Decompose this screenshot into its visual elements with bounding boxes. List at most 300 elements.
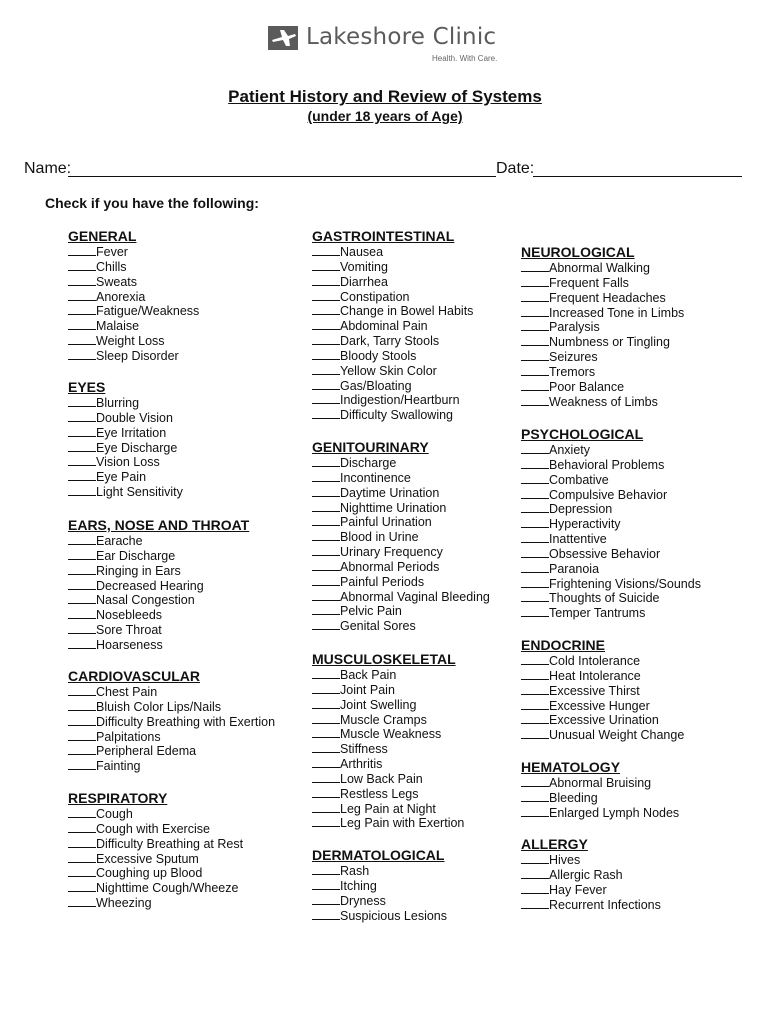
item-label: Arthritis bbox=[340, 757, 383, 772]
check-blank[interactable] bbox=[521, 684, 549, 695]
checklist-item bbox=[521, 306, 684, 321]
check-blank[interactable] bbox=[521, 654, 549, 665]
item-label: Temper Tantrums bbox=[549, 606, 646, 621]
check-blank[interactable] bbox=[312, 742, 340, 753]
item-label: Coughing up Blood bbox=[96, 866, 203, 881]
check-blank[interactable] bbox=[521, 591, 549, 602]
item-label: Leg Pain with Exertion bbox=[340, 816, 465, 831]
check-blank[interactable] bbox=[68, 549, 96, 560]
checklist-item bbox=[312, 757, 464, 772]
item-label: Unusual Weight Change bbox=[549, 728, 685, 743]
item-label: Malaise bbox=[96, 319, 140, 334]
checklist-item bbox=[521, 684, 684, 699]
item-label: Bloody Stools bbox=[340, 348, 417, 363]
section-gastrointestinal bbox=[312, 227, 473, 423]
checklist-item bbox=[521, 591, 701, 606]
check-blank[interactable] bbox=[521, 473, 549, 484]
check-blank[interactable] bbox=[312, 683, 340, 694]
checklist-item bbox=[521, 713, 684, 728]
checklist-item bbox=[68, 411, 183, 426]
checklist-item bbox=[68, 715, 275, 730]
check-blank[interactable] bbox=[68, 896, 96, 907]
checklist-item bbox=[521, 532, 701, 547]
item-label: Indigestion/Heartburn bbox=[340, 393, 460, 408]
check-blank[interactable] bbox=[521, 320, 549, 331]
item-label: Double Vision bbox=[96, 410, 173, 425]
checklist-item bbox=[68, 260, 199, 275]
check-blank[interactable] bbox=[68, 730, 96, 741]
item-label: Abnormal Walking bbox=[549, 261, 650, 275]
item-label: Bluish Color Lips/Nails bbox=[96, 699, 222, 714]
clinic-logo-icon bbox=[268, 26, 298, 50]
check-blank[interactable] bbox=[521, 577, 549, 588]
item-label: Behavioral Problems bbox=[549, 457, 665, 472]
section-title: GASTROINTESTINAL bbox=[312, 228, 455, 244]
check-blank[interactable] bbox=[312, 575, 340, 586]
check-blank[interactable] bbox=[68, 822, 96, 833]
item-label: Inattentive bbox=[549, 532, 607, 547]
check-blank[interactable] bbox=[68, 866, 96, 877]
checklist-item bbox=[68, 455, 183, 470]
check-blank[interactable] bbox=[68, 807, 96, 818]
check-blank[interactable] bbox=[312, 545, 340, 556]
section-general bbox=[68, 227, 199, 364]
item-label: Hay Fever bbox=[549, 882, 607, 897]
checklist-item bbox=[68, 334, 199, 349]
check-blank[interactable] bbox=[521, 547, 549, 558]
item-label: Heat Intolerance bbox=[549, 668, 641, 683]
checklist-item bbox=[521, 350, 684, 365]
item-label: Earache bbox=[96, 534, 143, 548]
section-title: HEMATOLOGY bbox=[521, 759, 621, 775]
checklist-item bbox=[312, 802, 464, 817]
item-label: Ringing in Ears bbox=[96, 563, 181, 578]
section-title: EYES bbox=[68, 379, 106, 395]
check-blank[interactable] bbox=[521, 261, 549, 272]
item-label: Daytime Urination bbox=[340, 485, 440, 500]
check-blank[interactable] bbox=[68, 426, 96, 437]
checklist-item bbox=[312, 772, 464, 787]
checklist-item bbox=[68, 485, 183, 500]
clinic-tagline: Health. With Care. bbox=[432, 54, 498, 63]
checklist-item bbox=[521, 669, 684, 684]
item-label: Anorexia bbox=[96, 289, 146, 304]
check-blank[interactable] bbox=[312, 787, 340, 798]
item-label: Enlarged Lymph Nodes bbox=[549, 805, 680, 820]
item-label: Abnormal Vaginal Bleeding bbox=[340, 589, 490, 604]
section-eyes bbox=[68, 378, 183, 500]
item-label: Hyperactivity bbox=[549, 517, 621, 532]
check-blank[interactable] bbox=[312, 319, 340, 330]
section-respiratory bbox=[68, 789, 243, 911]
item-label: Painful Periods bbox=[340, 574, 425, 589]
check-blank[interactable] bbox=[312, 668, 340, 679]
checklist-item bbox=[68, 896, 243, 911]
section-title: GENITOURINARY bbox=[312, 439, 429, 455]
item-label: Seizures bbox=[549, 350, 598, 365]
check-blank[interactable] bbox=[312, 275, 340, 286]
checklist-item bbox=[68, 623, 249, 638]
checklist-item bbox=[521, 776, 679, 791]
check-blank[interactable] bbox=[521, 806, 549, 817]
check-blank[interactable] bbox=[312, 530, 340, 541]
check-blank[interactable] bbox=[68, 485, 96, 496]
checklist-item bbox=[68, 881, 243, 896]
checklist-item bbox=[68, 759, 275, 774]
check-blank[interactable] bbox=[521, 883, 549, 894]
item-label: Recurrent Infections bbox=[549, 897, 661, 912]
check-blank[interactable] bbox=[312, 486, 340, 497]
check-blank[interactable] bbox=[68, 759, 96, 770]
item-label: Dark, Tarry Stools bbox=[340, 334, 440, 349]
checklist-item bbox=[68, 700, 275, 715]
checklist-item bbox=[521, 806, 679, 821]
section-psychological bbox=[521, 425, 701, 621]
item-label: Depression bbox=[549, 502, 613, 517]
checklist-item bbox=[68, 685, 275, 700]
item-label: Discharge bbox=[340, 456, 397, 470]
check-blank[interactable] bbox=[312, 879, 340, 890]
checklist-item bbox=[68, 549, 249, 564]
checklist-item bbox=[312, 604, 490, 619]
item-label: Excessive Hunger bbox=[549, 698, 650, 713]
check-blank[interactable] bbox=[521, 517, 549, 528]
check-blank[interactable] bbox=[68, 744, 96, 755]
checklist-item bbox=[521, 458, 701, 473]
check-blank[interactable] bbox=[521, 713, 549, 724]
check-blank[interactable] bbox=[68, 881, 96, 892]
item-label: Frightening Visions/Sounds bbox=[549, 576, 701, 591]
item-label: Difficulty Breathing at Rest bbox=[96, 836, 244, 851]
section-ears-nose-and-throat bbox=[68, 516, 249, 653]
check-blank[interactable] bbox=[68, 608, 96, 619]
item-label: Peripheral Edema bbox=[96, 744, 197, 759]
instructions: Check if you have the following: bbox=[45, 195, 259, 211]
checklist-item bbox=[312, 575, 490, 590]
check-blank[interactable] bbox=[312, 894, 340, 905]
name-date-row bbox=[24, 160, 744, 182]
item-label: Hoarseness bbox=[96, 637, 163, 652]
check-blank[interactable] bbox=[521, 335, 549, 346]
check-blank[interactable] bbox=[312, 698, 340, 709]
check-blank[interactable] bbox=[312, 304, 340, 315]
check-blank[interactable] bbox=[521, 728, 549, 739]
check-blank[interactable] bbox=[521, 898, 549, 909]
check-blank[interactable] bbox=[68, 455, 96, 466]
check-blank[interactable] bbox=[521, 502, 549, 513]
checklist-item bbox=[312, 683, 464, 698]
item-label: Vomiting bbox=[340, 259, 388, 274]
checklist-item bbox=[68, 534, 249, 549]
item-label: Paranoia bbox=[549, 561, 600, 576]
item-label: Frequent Falls bbox=[549, 275, 629, 290]
checklist-item bbox=[521, 562, 701, 577]
checklist-item bbox=[312, 816, 464, 831]
check-blank[interactable] bbox=[312, 864, 340, 875]
check-blank[interactable] bbox=[521, 532, 549, 543]
check-blank[interactable] bbox=[312, 456, 340, 467]
item-label: Leg Pain at Night bbox=[340, 801, 436, 816]
checklist-item bbox=[312, 456, 490, 471]
item-label: Decreased Hearing bbox=[96, 578, 204, 593]
item-label: Constipation bbox=[340, 289, 410, 304]
item-label: Nighttime Urination bbox=[340, 500, 447, 515]
check-blank[interactable] bbox=[312, 802, 340, 813]
item-label: Gas/Bloating bbox=[340, 378, 412, 393]
check-blank[interactable] bbox=[312, 604, 340, 615]
check-blank[interactable] bbox=[521, 291, 549, 302]
section-title: CARDIOVASCULAR bbox=[68, 668, 200, 684]
checklist-item bbox=[521, 261, 684, 276]
item-label: Bleeding bbox=[549, 790, 598, 805]
section-title: EARS, NOSE AND THROAT bbox=[68, 517, 250, 533]
checklist-item bbox=[521, 502, 701, 517]
item-label: Muscle Cramps bbox=[340, 712, 427, 727]
check-blank[interactable] bbox=[312, 816, 340, 827]
item-label: Rash bbox=[340, 864, 370, 878]
checklist-item bbox=[521, 606, 701, 621]
item-label: Painful Urination bbox=[340, 515, 432, 530]
checklist-item bbox=[68, 564, 249, 579]
clinic-logo bbox=[266, 24, 506, 68]
item-label: Stiffness bbox=[340, 742, 388, 757]
check-blank[interactable] bbox=[312, 501, 340, 512]
check-blank[interactable] bbox=[68, 534, 96, 545]
check-blank[interactable] bbox=[521, 791, 549, 802]
item-label: Abdominal Pain bbox=[340, 319, 428, 334]
check-blank[interactable] bbox=[312, 772, 340, 783]
item-label: Fever bbox=[96, 245, 128, 259]
item-label: Fainting bbox=[96, 759, 141, 774]
checklist-item bbox=[312, 290, 473, 305]
check-blank[interactable] bbox=[521, 776, 549, 787]
checklist-item bbox=[68, 349, 199, 364]
checklist-item bbox=[68, 290, 199, 305]
item-label: Palpitations bbox=[96, 729, 161, 744]
check-blank[interactable] bbox=[521, 380, 549, 391]
check-blank[interactable] bbox=[312, 260, 340, 271]
item-label: Abnormal Bruising bbox=[549, 776, 652, 790]
checklist-item bbox=[312, 727, 464, 742]
check-blank[interactable] bbox=[521, 458, 549, 469]
section-endocrine bbox=[521, 636, 684, 743]
check-blank[interactable] bbox=[68, 260, 96, 271]
name-field[interactable] bbox=[68, 176, 496, 177]
section-hematology bbox=[521, 758, 679, 821]
item-label: Eye Discharge bbox=[96, 440, 178, 455]
check-blank[interactable] bbox=[521, 395, 549, 406]
checklist-item bbox=[521, 883, 661, 898]
checklist-item bbox=[312, 909, 447, 924]
check-blank[interactable] bbox=[521, 606, 549, 617]
item-label: Chest Pain bbox=[96, 685, 158, 699]
checklist-item bbox=[521, 868, 661, 883]
check-blank[interactable] bbox=[521, 488, 549, 499]
item-label: Pelvic Pain bbox=[340, 604, 402, 619]
checklist-item bbox=[68, 441, 183, 456]
check-blank[interactable] bbox=[521, 853, 549, 864]
checklist-item bbox=[68, 593, 249, 608]
item-label: Paralysis bbox=[549, 320, 600, 335]
check-blank[interactable] bbox=[312, 757, 340, 768]
checklist-item bbox=[312, 349, 473, 364]
item-label: Poor Balance bbox=[549, 379, 625, 394]
item-label: Sore Throat bbox=[96, 623, 162, 638]
checklist-item bbox=[312, 879, 447, 894]
checklist-item bbox=[312, 787, 464, 802]
checklist-item bbox=[521, 320, 684, 335]
check-blank[interactable] bbox=[68, 715, 96, 726]
checklist-item bbox=[68, 638, 249, 653]
checklist-item bbox=[68, 396, 183, 411]
section-title: ALLERGY bbox=[521, 836, 588, 852]
item-label: Excessive Sputum bbox=[96, 851, 199, 866]
checklist-item bbox=[521, 488, 701, 503]
section-title: MUSCULOSKELETAL bbox=[312, 651, 456, 667]
item-label: Increased Tone in Limbs bbox=[549, 305, 685, 320]
checklist-item bbox=[521, 654, 684, 669]
check-blank[interactable] bbox=[521, 669, 549, 680]
checklist-item bbox=[312, 560, 490, 575]
check-blank[interactable] bbox=[68, 852, 96, 863]
checklist-item bbox=[521, 380, 684, 395]
item-label: Sleep Disorder bbox=[96, 348, 179, 363]
check-blank[interactable] bbox=[68, 623, 96, 634]
check-blank[interactable] bbox=[521, 365, 549, 376]
check-blank[interactable] bbox=[68, 700, 96, 711]
item-label: Blood in Urine bbox=[340, 530, 419, 545]
check-blank[interactable] bbox=[68, 396, 96, 407]
check-blank[interactable] bbox=[68, 441, 96, 452]
check-blank[interactable] bbox=[68, 245, 96, 256]
checklist-item bbox=[521, 365, 684, 380]
item-label: Ear Discharge bbox=[96, 548, 176, 563]
checklist-item bbox=[312, 545, 490, 560]
item-label: Diarrhea bbox=[340, 274, 388, 289]
item-label: Back Pain bbox=[340, 668, 397, 682]
checklist-item bbox=[312, 275, 473, 290]
checklist-item bbox=[68, 304, 199, 319]
checklist-item bbox=[312, 364, 473, 379]
item-label: Wheezing bbox=[96, 896, 152, 911]
check-blank[interactable] bbox=[312, 727, 340, 738]
section-musculoskeletal bbox=[312, 650, 464, 831]
checklist-item bbox=[521, 728, 684, 743]
check-blank[interactable] bbox=[521, 562, 549, 573]
checklist-item bbox=[312, 260, 473, 275]
checklist-item bbox=[312, 486, 490, 501]
checklist-item bbox=[521, 547, 701, 562]
check-blank[interactable] bbox=[312, 290, 340, 301]
item-label: Joint Swelling bbox=[340, 697, 417, 712]
check-blank[interactable] bbox=[68, 411, 96, 422]
checklist-item bbox=[521, 699, 684, 714]
check-blank[interactable] bbox=[312, 515, 340, 526]
checklist-item bbox=[521, 577, 701, 592]
check-blank[interactable] bbox=[521, 350, 549, 361]
check-blank[interactable] bbox=[68, 470, 96, 481]
checklist-item bbox=[312, 668, 464, 683]
item-label: Compulsive Behavior bbox=[549, 487, 668, 502]
checklist-item bbox=[521, 291, 684, 306]
check-blank[interactable] bbox=[521, 276, 549, 287]
section-title: GENERAL bbox=[68, 228, 137, 244]
checklist-item bbox=[68, 608, 249, 623]
section-title: NEUROLOGICAL bbox=[521, 244, 635, 260]
check-blank[interactable] bbox=[68, 564, 96, 575]
check-blank[interactable] bbox=[68, 304, 96, 315]
checklist-item bbox=[312, 471, 490, 486]
check-blank[interactable] bbox=[312, 379, 340, 390]
check-blank[interactable] bbox=[312, 619, 340, 630]
item-label: Weight Loss bbox=[96, 334, 165, 349]
check-blank[interactable] bbox=[312, 408, 340, 419]
check-blank[interactable] bbox=[68, 349, 96, 360]
item-label: Anxiety bbox=[549, 443, 590, 457]
check-blank[interactable] bbox=[521, 699, 549, 710]
check-blank[interactable] bbox=[312, 245, 340, 256]
check-blank[interactable] bbox=[312, 364, 340, 375]
check-blank[interactable] bbox=[68, 275, 96, 286]
check-blank[interactable] bbox=[521, 443, 549, 454]
section-neurological bbox=[521, 243, 684, 409]
checklist-item bbox=[68, 744, 275, 759]
checklist-item bbox=[312, 334, 473, 349]
item-label: Itching bbox=[340, 878, 377, 893]
check-blank[interactable] bbox=[68, 593, 96, 604]
item-label: Yellow Skin Color bbox=[340, 363, 437, 378]
checklist-item bbox=[312, 698, 464, 713]
name-label: Name: bbox=[24, 160, 72, 177]
check-blank[interactable] bbox=[312, 713, 340, 724]
item-label: Hives bbox=[549, 853, 581, 867]
section-title: DERMATOLOGICAL bbox=[312, 847, 445, 863]
checklist-item bbox=[521, 898, 661, 913]
checklist-item bbox=[521, 395, 684, 410]
check-blank[interactable] bbox=[68, 685, 96, 696]
check-blank[interactable] bbox=[68, 638, 96, 649]
check-blank[interactable] bbox=[521, 306, 549, 317]
check-blank[interactable] bbox=[68, 290, 96, 301]
checklist-item bbox=[312, 319, 473, 334]
check-blank[interactable] bbox=[68, 334, 96, 345]
section-title: ENDOCRINE bbox=[521, 637, 606, 653]
checklist-item bbox=[521, 853, 661, 868]
checklist-item bbox=[312, 742, 464, 757]
check-blank[interactable] bbox=[312, 393, 340, 404]
check-blank[interactable] bbox=[312, 334, 340, 345]
checklist-item bbox=[521, 276, 684, 291]
check-blank[interactable] bbox=[312, 349, 340, 360]
check-blank[interactable] bbox=[312, 560, 340, 571]
check-blank[interactable] bbox=[68, 579, 96, 590]
section-cardiovascular bbox=[68, 667, 275, 774]
checklist-item bbox=[312, 864, 447, 879]
date-field[interactable] bbox=[533, 176, 742, 177]
item-label: Blurring bbox=[96, 396, 140, 410]
item-label: Urinary Frequency bbox=[340, 545, 443, 560]
item-label: Nausea bbox=[340, 245, 384, 259]
checklist-item bbox=[521, 473, 701, 488]
check-blank[interactable] bbox=[68, 319, 96, 330]
check-blank[interactable] bbox=[312, 471, 340, 482]
check-blank[interactable] bbox=[68, 837, 96, 848]
check-blank[interactable] bbox=[312, 590, 340, 601]
item-label: Muscle Weakness bbox=[340, 727, 442, 742]
checklist-item bbox=[68, 319, 199, 334]
check-blank[interactable] bbox=[312, 909, 340, 920]
check-blank[interactable] bbox=[521, 868, 549, 879]
